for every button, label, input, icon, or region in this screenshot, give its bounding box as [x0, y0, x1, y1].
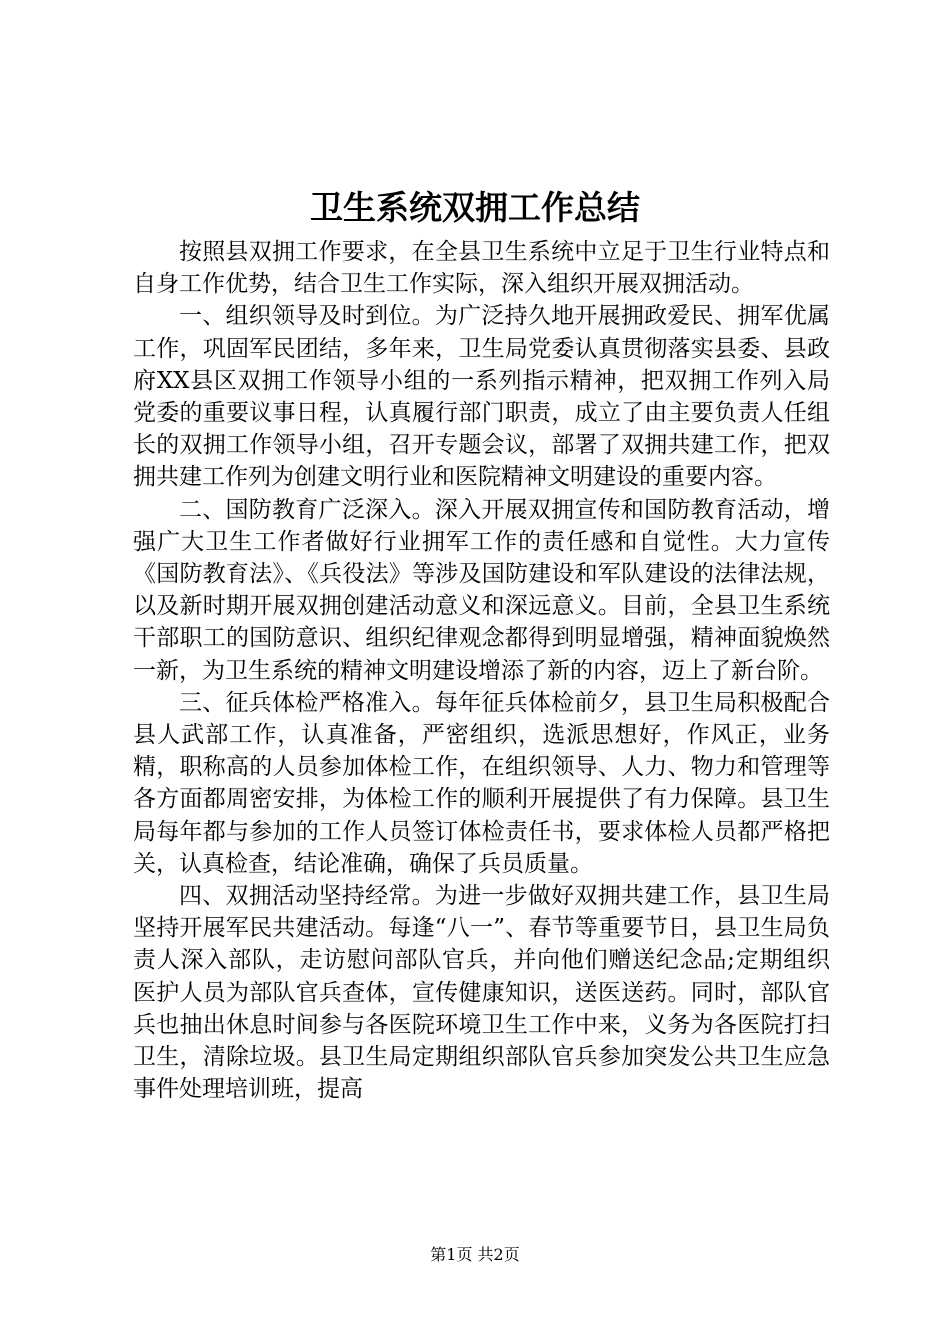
paragraph-section-3: 三、征兵体检严格准入。每年征兵体检前夕，县卫生局积极配合县人武部工作，认真准备，严密组织，选派思想好，作风正，业务精，职称高的人员参加体检工作，在组织领导、人力、物力和管理等各方面都周密安排，为体检工作的顺利开展提供了有力保障。县卫生局每年都与参加的工作人员签订体检责任书，要求体检人员都严格把关，认真检查，结论准确，确保了兵员质量。 [133, 689, 830, 877]
document-title: 卫生系统双拥工作总结 [310, 188, 640, 227]
page-footer: 第1页 共2页 [430, 1245, 520, 1264]
document-body [133, 236, 830, 1105]
paragraph-section-4: 四、双拥活动坚持经常。为进一步做好双拥共建工作，县卫生局坚持开展军民共建活动。每逢“八一”、春节等重要节日，县卫生局负责人深入部队，走访慰问部队官兵，并向他们赠送纪念品;定期组织医护人员为部队官兵查体，宣传健康知识，送医送药。同时，部队官兵也抽出休息时间参与各医院环境卫生工作中来，义务为各医院打扫卫生，清除垃圾。县卫生局定期组织部队官兵参加突发公共卫生应急事件处理培训班，提高 [133, 883, 830, 1103]
paragraph-section-2: 二、国防教育广泛深入。深入开展双拥宣传和国防教育活动，增强广大卫生工作者做好行业拥军工作的责任感和自觉性。大力宣传《国防教育法》、《兵役法》等涉及国防建设和军队建设的法律法规，以及新时期开展双拥创建活动意义和深远意义。目前，全县卫生系统干部职工的国防意识、组织纪律观念都得到明显增强，精神面貌焕然一新，为卫生系统的精神文明建设增添了新的内容，迈上了新台阶。 [133, 496, 830, 684]
paragraph-intro: 按照县双拥工作要求，在全县卫生系统中立足于卫生行业特点和自身工作优势，结合卫生工作实际，深入组织开展双拥活动。 [133, 239, 830, 298]
paragraph-section-1: 一、组织领导及时到位。为广泛持久地开展拥政爱民、拥军优属工作，巩固军民团结，多年来，卫生局党委认真贯彻落实县委、县政府XX县区双拥工作领导小组的一系列指示精神，把双拥工作列入局党委的重要议事日程，认真履行部门职责，成立了由主要负责人任组长的双拥工作领导小组，召开专题会议，部署了双拥共建工作，把双拥共建工作列为创建文明行业和医院精神文明建设的重要内容。 [133, 303, 830, 491]
